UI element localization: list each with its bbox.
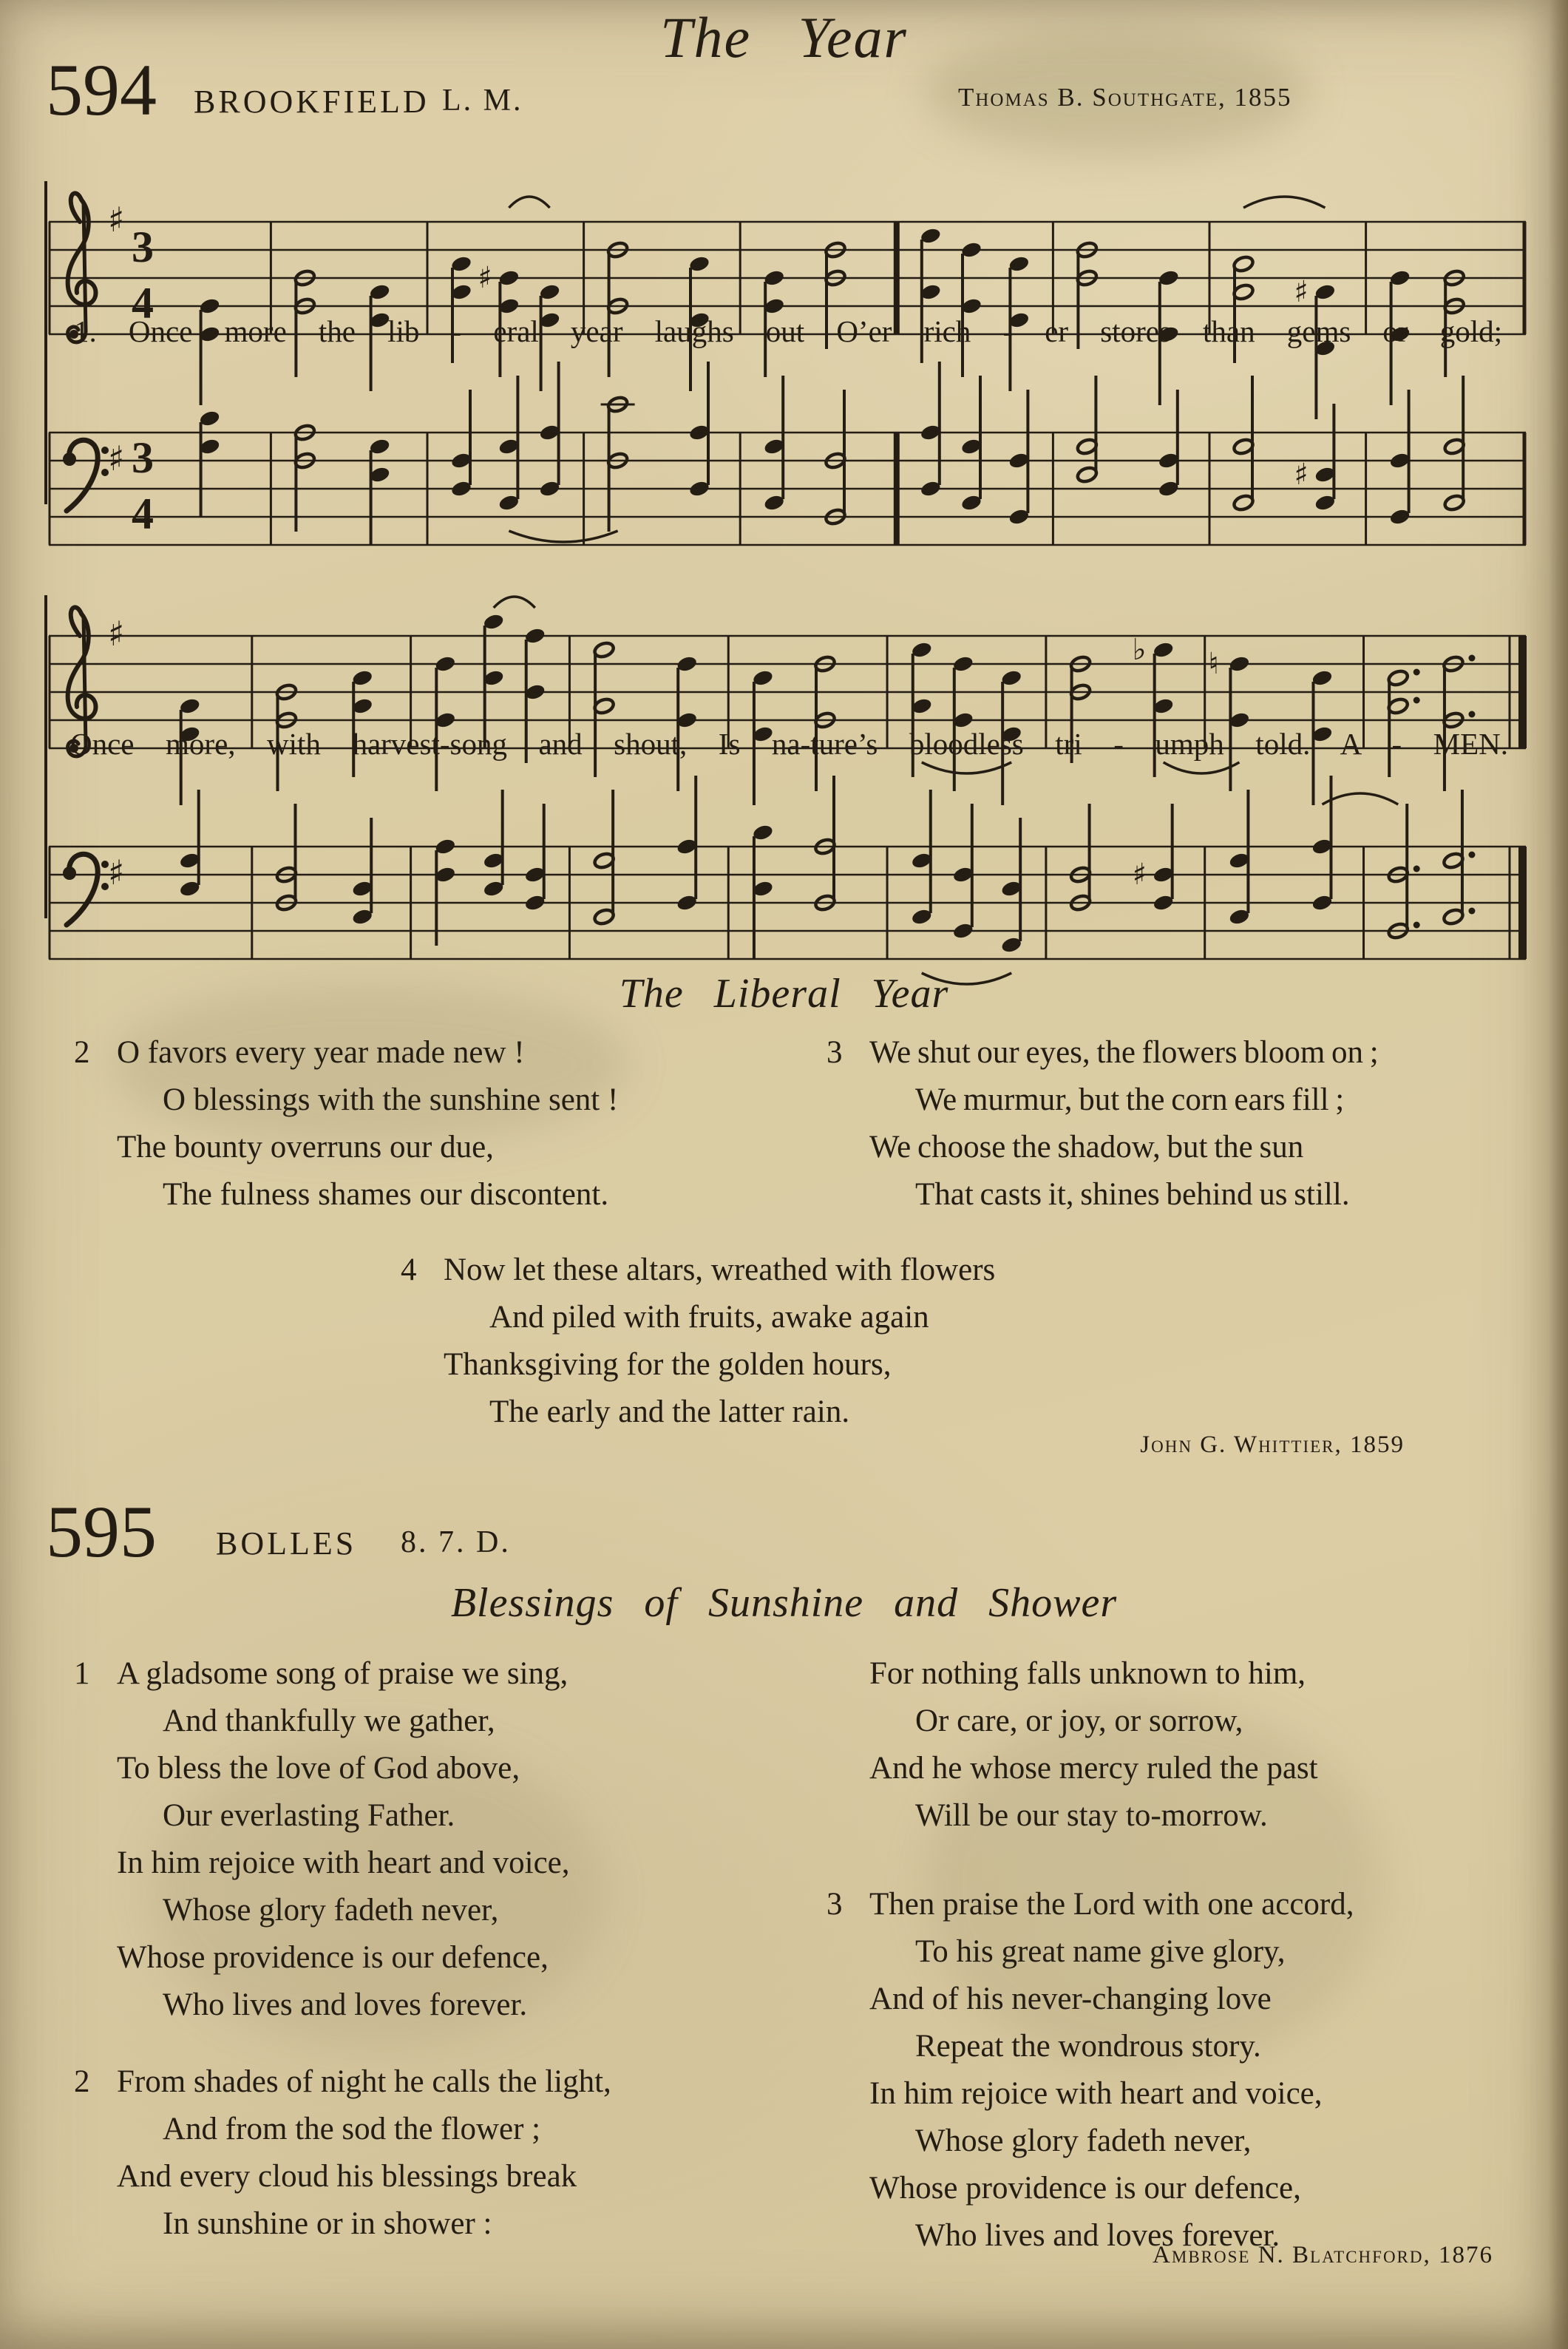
hymn-595-verse-2a [74, 2058, 827, 2248]
accidental-sharp: ♯ [1294, 458, 1309, 492]
verse-line: In him rejoice with heart and voice, [117, 1845, 570, 1880]
verse-number: 3 [827, 1035, 843, 1070]
verse-line: 4 Now let these altars, wreathed with flowers [444, 1247, 1257, 1294]
notehead [1076, 466, 1098, 484]
augmentation-dot [1468, 655, 1475, 662]
verse-line: 1 A gladsome song of praise we sing, [117, 1650, 827, 1698]
verse-line: Whose providence is our defence, [869, 2171, 1301, 2206]
verse-line: Whose providence is our defence, [117, 1940, 549, 1975]
augmentation-dot [1413, 697, 1420, 704]
verse-number: 2 [74, 1035, 90, 1070]
augmentation-dot [1413, 866, 1420, 872]
verse-line: Repeat the wondrous story. [915, 2029, 1261, 2064]
hymn-594-composer: Thomas B. Southgate, 1855 [958, 83, 1292, 112]
time-signature-numerator: 3 [132, 433, 154, 482]
hymn-594-number: 594 [46, 49, 157, 131]
verse-line: Whose glory fadeth never, [163, 1893, 499, 1928]
hymn-595-verse-3 [827, 1881, 1568, 2260]
verse-line: To his great name give glory, [915, 1934, 1286, 1969]
verse-line: The bounty overruns our due, [117, 1130, 494, 1165]
hymn-595-number: 595 [46, 1491, 157, 1573]
music-system-2-bass-staff [44, 725, 1530, 998]
lyric-line-2: Once more, with harvest-song and shout, Is na-ture’s bloodless tri - umph told. A - MEN. [70, 727, 1508, 761]
key-signature-sharp: ♯ [108, 438, 125, 478]
lyric-line-1: 1. Once more the lib - eral year laughs out O’er rich - er stores than gems or gold; [74, 314, 1502, 348]
notehead [1443, 494, 1465, 512]
verse-line: And every cloud his blessings break [117, 2159, 577, 2194]
hymn-595-verse-1 [74, 1650, 827, 2029]
notehead [593, 908, 615, 926]
notehead [1442, 908, 1465, 926]
key-signature-sharp: ♯ [108, 614, 125, 654]
hymn-595-author: Ambrose N. Blatchford, 1876 [1153, 2242, 1493, 2268]
augmentation-dot [1468, 711, 1475, 718]
verse-line: We murmur, but the corn ears fill ; [915, 1082, 1345, 1117]
verse-line: 3 We shut our eyes, the flowers bloom on ; [869, 1029, 1568, 1077]
verse-line: To bless the love of God above, [117, 1751, 520, 1786]
accidental-flat: ♭ [1132, 633, 1147, 667]
verse-line: And from the sod the flower ; [163, 2112, 541, 2146]
verse-number: 1 [74, 1656, 90, 1691]
hymn-594-verse-4 [401, 1247, 1257, 1436]
hymn-595-meter: 8. 7. D. [401, 1525, 511, 1559]
bass-clef-icon [63, 440, 109, 511]
verse-line: The fulness shames our discontent. [163, 1177, 609, 1212]
time-signature-denominator: 4 [132, 489, 154, 538]
notehead [593, 641, 615, 660]
notehead [1232, 255, 1255, 274]
verse-line: And piled with fruits, awake again [489, 1300, 929, 1335]
verse-number: 2 [74, 2064, 90, 2099]
hymn-595-verse-2b [827, 1650, 1568, 1840]
verse-line: 3 Then praise the Lord with one accord, [869, 1881, 1568, 1928]
accidental-sharp: ♯ [478, 261, 492, 295]
verse-line: Will be our stay to-morrow. [915, 1798, 1268, 1833]
verse-line: The early and the latter rain. [489, 1394, 850, 1429]
verse-line: O blessings with the sunshine sent ! [163, 1082, 619, 1117]
verse-line: We choose the shadow, but the sun [869, 1130, 1304, 1165]
verse-line: Who lives and loves forever. [163, 1987, 528, 2022]
slur [494, 597, 535, 608]
verse-line: Our everlasting Father. [163, 1798, 455, 1833]
slur [1322, 793, 1398, 804]
hymn-594-meter: L. M. [442, 84, 523, 118]
slur [1243, 197, 1325, 208]
hymn-595-tune-name: BOLLES [216, 1525, 357, 1562]
hymn-595-subtitle: Blessings of Sunshine and Shower [450, 1580, 1118, 1626]
hymn-594-author: John G. Whittier, 1859 [1140, 1431, 1405, 1458]
hymn-594-tune-name: BROOKFIELD [194, 84, 430, 120]
verse-line: Whose glory fadeth never, [915, 2123, 1252, 2158]
bass-clef-icon [63, 854, 109, 925]
verse-line: That casts it, shines behind us still. [915, 1177, 1350, 1212]
verse-line: Who lives and loves forever. [915, 2218, 1280, 2253]
verse-number: 4 [401, 1253, 417, 1287]
augmentation-dot [1413, 922, 1420, 929]
verse-line: 2 O favors every year made new ! [117, 1029, 827, 1077]
verse-line: And of his never-changing love [869, 1982, 1272, 2016]
verse-line: 2 From shades of night he calls the light, [117, 2058, 827, 2106]
verse-line: Thanksgiving for the golden hours, [444, 1347, 892, 1382]
accidental-natural: ♮ [1208, 647, 1219, 681]
verse-line: In sunshine or in shower : [163, 2206, 492, 2241]
verse-line: And he whose mercy ruled the past [869, 1751, 1318, 1786]
notehead [1387, 669, 1409, 688]
key-signature-sharp: ♯ [108, 200, 125, 240]
page-title: The Year [660, 5, 908, 70]
augmentation-dot [1468, 908, 1475, 915]
notehead [1232, 494, 1255, 512]
slur [509, 197, 549, 208]
verse-line: In him rejoice with heart and voice, [869, 2076, 1323, 2111]
augmentation-dot [1468, 852, 1475, 858]
accidental-sharp: ♯ [1132, 858, 1147, 892]
verse-number: 3 [827, 1887, 843, 1922]
hymn-594-verse-3 [827, 1029, 1568, 1218]
verse-line: For nothing falls unknown to him, [869, 1656, 1306, 1691]
augmentation-dot [1413, 669, 1420, 676]
hymn-594-verse-2 [74, 1029, 827, 1218]
hymn-594-subtitle: The Liberal Year [619, 971, 949, 1017]
time-signature-denominator: 4 [132, 279, 154, 328]
verse-line: And thankfully we gather, [163, 1704, 495, 1738]
key-signature-sharp: ♯ [108, 853, 125, 892]
time-signature-numerator: 3 [132, 223, 154, 271]
verse-line: Or care, or joy, or sorrow, [915, 1704, 1243, 1738]
accidental-sharp: ♯ [1294, 275, 1309, 309]
